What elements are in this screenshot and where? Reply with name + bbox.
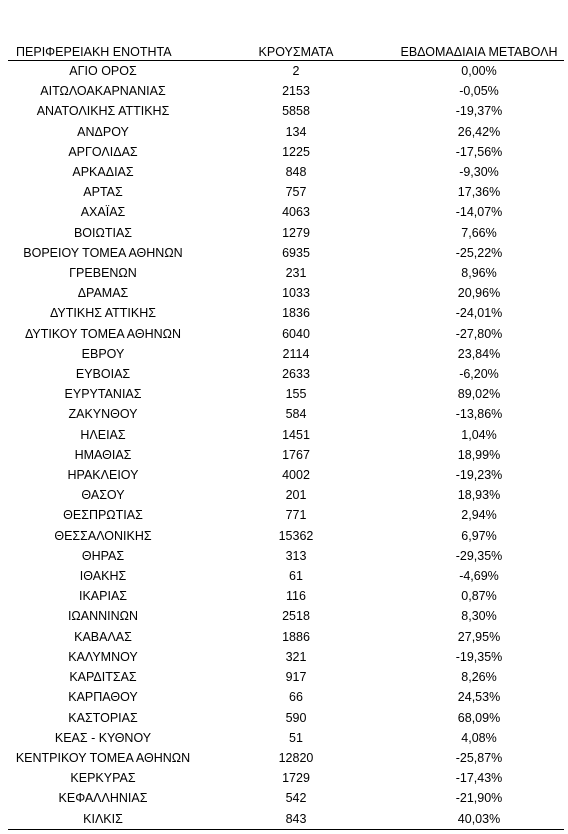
table-row (8, 425, 564, 445)
cell-cases: 5858 (282, 104, 310, 119)
table-row (8, 344, 564, 364)
table-row (8, 404, 564, 424)
table-row (8, 526, 564, 546)
cell-regional-unit: ΚΕΦΑΛΛΗΝΙΑΣ (58, 791, 148, 806)
cell-regional-unit: ΘΗΡΑΣ (81, 548, 125, 563)
cell-regional-unit: ΑΡΓΟΛΙΔΑΣ (68, 144, 138, 159)
table-row (8, 667, 564, 687)
cell-cases: 1729 (282, 771, 310, 786)
cell-regional-unit: ΚΑΒΑΛΑΣ (74, 629, 132, 644)
header-cases: ΚΡΟΥΣΜΑΤΑ (198, 44, 394, 61)
cell-cases: 2 (292, 64, 300, 78)
table-row (8, 61, 564, 82)
table-row (8, 748, 564, 768)
cell-regional-unit: ΚΑΡΠΑΘΟΥ (68, 690, 138, 705)
table-row (8, 606, 564, 626)
cell-regional-unit: ΗΛΕΙΑΣ (80, 427, 126, 442)
cell-weekly-change: 20,96% (457, 286, 501, 301)
cell-cases: 843 (198, 809, 394, 830)
table-row (8, 485, 564, 505)
table-row (8, 324, 564, 344)
cell-weekly-change: 68,09% (457, 710, 501, 725)
cell-weekly-change: -19,37% (455, 104, 503, 119)
cell-weekly-change: -25,87% (455, 750, 503, 765)
cell-regional-unit: ΔΥΤΙΚΟΥ ΤΟΜΕΑ ΑΘΗΝΩΝ (24, 326, 182, 341)
cell-weekly-change: -6,20% (459, 367, 499, 382)
cell-cases: 917 (285, 670, 307, 685)
cell-weekly-change: 0,00% (461, 64, 497, 78)
table-row (8, 202, 564, 222)
header-regional-unit: ΠΕΡΙΦΕΡΕΙΑΚΗ ΕΝΟΤΗΤΑ (8, 44, 198, 61)
table-row (8, 546, 564, 566)
cell-regional-unit: ΚΕΝΤΡΙΚΟΥ ΤΟΜΕΑ ΑΘΗΝΩΝ (15, 750, 191, 765)
cell-regional-unit: ΚΑΡΔΙΤΣΑΣ (69, 670, 137, 685)
table-row (8, 809, 564, 830)
table-row (8, 243, 564, 263)
table-row (8, 182, 564, 202)
cell-cases: 12820 (278, 750, 314, 765)
cell-cases: 15362 (278, 528, 314, 543)
cell-weekly-change: 40,03% (394, 809, 564, 830)
cell-regional-unit: ΑΧΑΪΑΣ (80, 205, 126, 220)
table-row (8, 505, 564, 525)
cell-cases: 201 (285, 488, 307, 503)
cell-cases: 584 (285, 407, 307, 422)
cell-regional-unit: ΒΟΙΩΤΙΑΣ (73, 225, 133, 240)
table-row (8, 81, 564, 101)
cell-regional-unit: ΑΡΤΑΣ (83, 185, 123, 200)
cell-weekly-change: 8,96% (461, 266, 497, 281)
cell-weekly-change: 18,93% (457, 488, 501, 503)
cell-cases: 4063 (282, 205, 310, 220)
table-row (8, 586, 564, 606)
cell-cases: 6935 (282, 245, 310, 260)
cell-weekly-change: -25,22% (455, 245, 503, 260)
cell-regional-unit: ΘΕΣΣΑΛΟΝΙΚΗΣ (54, 528, 152, 543)
cell-weekly-change: -29,35% (455, 548, 503, 563)
table-row (8, 303, 564, 323)
cell-weekly-change: 1,04% (461, 427, 497, 442)
cell-cases: 134 (285, 124, 307, 139)
cell-weekly-change: -24,01% (455, 306, 503, 321)
cell-regional-unit: ΑΓΙΟ ΟΡΟΣ (69, 64, 137, 78)
cell-regional-unit: ΚΙΛΚΙΣ (8, 809, 198, 830)
cell-regional-unit: ΒΟΡΕΙΟΥ ΤΟΜΕΑ ΑΘΗΝΩΝ (23, 245, 183, 260)
cell-regional-unit: ΓΡΕΒΕΝΩΝ (69, 266, 137, 281)
cell-cases: 1033 (282, 286, 310, 301)
cell-regional-unit: ΔΥΤΙΚΗΣ ΑΤΤΙΚΗΣ (50, 306, 156, 321)
cell-cases: 2153 (282, 84, 310, 99)
cell-cases: 6040 (282, 326, 310, 341)
cell-weekly-change: 24,53% (457, 690, 501, 705)
table-row (8, 122, 564, 142)
cell-regional-unit: ΚΕΡΚΥΡΑΣ (70, 771, 136, 786)
cell-cases: 1279 (282, 225, 310, 240)
table-row (8, 788, 564, 808)
cell-weekly-change: 6,97% (461, 528, 497, 543)
table-header (8, 44, 564, 61)
cell-regional-unit: ΕΒΡΟΥ (81, 346, 125, 361)
cell-regional-unit: ΕΥΒΟΙΑΣ (75, 367, 131, 382)
cell-regional-unit: ΑΝΔΡΟΥ (77, 124, 129, 139)
cell-cases: 2633 (282, 367, 310, 382)
table-row (8, 384, 564, 404)
cell-cases: 66 (289, 690, 303, 705)
cell-cases: 51 (289, 730, 303, 745)
cell-regional-unit: ΖΑΚΥΝΘΟΥ (68, 407, 138, 422)
cell-weekly-change: -14,07% (455, 205, 503, 220)
cell-regional-unit: ΚΕΑΣ - ΚΥΘΝΟΥ (54, 730, 152, 745)
cell-regional-unit: ΑΙΤΩΛΟΑΚΑΡΝΑΝΙΑΣ (40, 84, 166, 99)
cell-cases: 757 (285, 185, 307, 200)
cell-weekly-change: 2,94% (461, 508, 497, 523)
table-row (8, 465, 564, 485)
cell-cases: 313 (285, 548, 307, 563)
cell-cases: 4002 (282, 468, 310, 483)
cell-weekly-change: -17,56% (455, 144, 503, 159)
table-row (8, 708, 564, 728)
cell-weekly-change: 27,95% (457, 629, 501, 644)
table-body (8, 61, 564, 830)
table-row (8, 647, 564, 667)
cell-weekly-change: -17,43% (455, 771, 503, 786)
cell-weekly-change: 4,08% (461, 730, 497, 745)
table-row (8, 566, 564, 586)
cell-regional-unit: ΚΑΛΥΜΝΟΥ (68, 649, 138, 664)
cell-weekly-change: 89,02% (457, 387, 501, 402)
cell-weekly-change: -9,30% (459, 165, 499, 180)
cell-regional-unit: ΗΜΑΘΙΑΣ (74, 447, 132, 462)
cell-cases: 61 (289, 569, 303, 584)
data-sheet (8, 44, 564, 830)
cell-cases: 2114 (282, 346, 310, 361)
cell-weekly-change: -19,23% (455, 468, 503, 483)
table-row (8, 142, 564, 162)
cell-cases: 1767 (282, 447, 310, 462)
table-row (8, 101, 564, 121)
cell-weekly-change: 7,66% (461, 225, 497, 240)
cell-weekly-change: -27,80% (455, 326, 503, 341)
cell-weekly-change: 8,26% (461, 670, 497, 685)
cell-cases: 116 (286, 589, 306, 604)
table-row (8, 768, 564, 788)
header-row (8, 44, 564, 61)
cell-cases: 231 (285, 266, 307, 281)
table-row (8, 627, 564, 647)
cell-weekly-change: -21,90% (455, 791, 503, 806)
cell-cases: 321 (285, 649, 307, 664)
table-row (8, 728, 564, 748)
cell-cases: 1225 (282, 144, 310, 159)
cell-regional-unit: ΑΡΚΑΔΙΑΣ (72, 165, 134, 180)
cell-regional-unit: ΘΑΣΟΥ (81, 488, 125, 503)
cell-weekly-change: 17,36% (457, 185, 501, 200)
cell-weekly-change: 23,84% (457, 346, 501, 361)
cell-weekly-change: 26,42% (457, 124, 501, 139)
cell-regional-unit: ΚΑΣΤΟΡΙΑΣ (68, 710, 138, 725)
cell-weekly-change: -4,69% (459, 569, 499, 584)
cell-regional-unit: ΔΡΑΜΑΣ (77, 286, 129, 301)
table-row (8, 687, 564, 707)
table-row (8, 162, 564, 182)
cell-cases: 848 (285, 165, 307, 180)
cell-regional-unit: ΗΡΑΚΛΕΙΟΥ (67, 468, 139, 483)
cell-regional-unit: ΕΥΡΥΤΑΝΙΑΣ (64, 387, 142, 402)
cell-cases: 590 (285, 710, 307, 725)
header-weekly-change: ΕΒΔΟΜΑΔΙΑΙΑ ΜΕΤΑΒΟΛΗ (394, 44, 564, 61)
cell-cases: 542 (285, 791, 307, 806)
cell-cases: 1836 (282, 306, 310, 321)
table-row (8, 445, 564, 465)
cases-table (8, 44, 564, 830)
table-row (8, 364, 564, 384)
cell-cases: 155 (285, 387, 307, 402)
cell-weekly-change: 0,87% (461, 589, 497, 604)
cell-weekly-change: -19,35% (455, 649, 503, 664)
cell-regional-unit: ΙΩΑΝΝΙΝΩΝ (67, 609, 139, 624)
cell-regional-unit: ΑΝΑΤΟΛΙΚΗΣ ΑΤΤΙΚΗΣ (36, 104, 170, 119)
cell-weekly-change: 8,30% (461, 609, 497, 624)
cell-cases: 1451 (282, 427, 310, 442)
cell-regional-unit: ΙΚΑΡΙΑΣ (78, 589, 128, 604)
cell-cases: 2518 (282, 609, 310, 624)
cell-cases: 771 (285, 508, 307, 523)
cell-weekly-change: 18,99% (457, 447, 501, 462)
table-row (8, 283, 564, 303)
cell-weekly-change: -13,86% (455, 407, 503, 422)
cell-regional-unit: ΘΕΣΠΡΩΤΙΑΣ (63, 508, 143, 523)
cell-weekly-change: -0,05% (459, 84, 499, 99)
cell-cases: 1886 (282, 629, 310, 644)
table-row (8, 223, 564, 243)
cell-regional-unit: ΙΘΑΚΗΣ (79, 569, 127, 584)
table-row (8, 263, 564, 283)
